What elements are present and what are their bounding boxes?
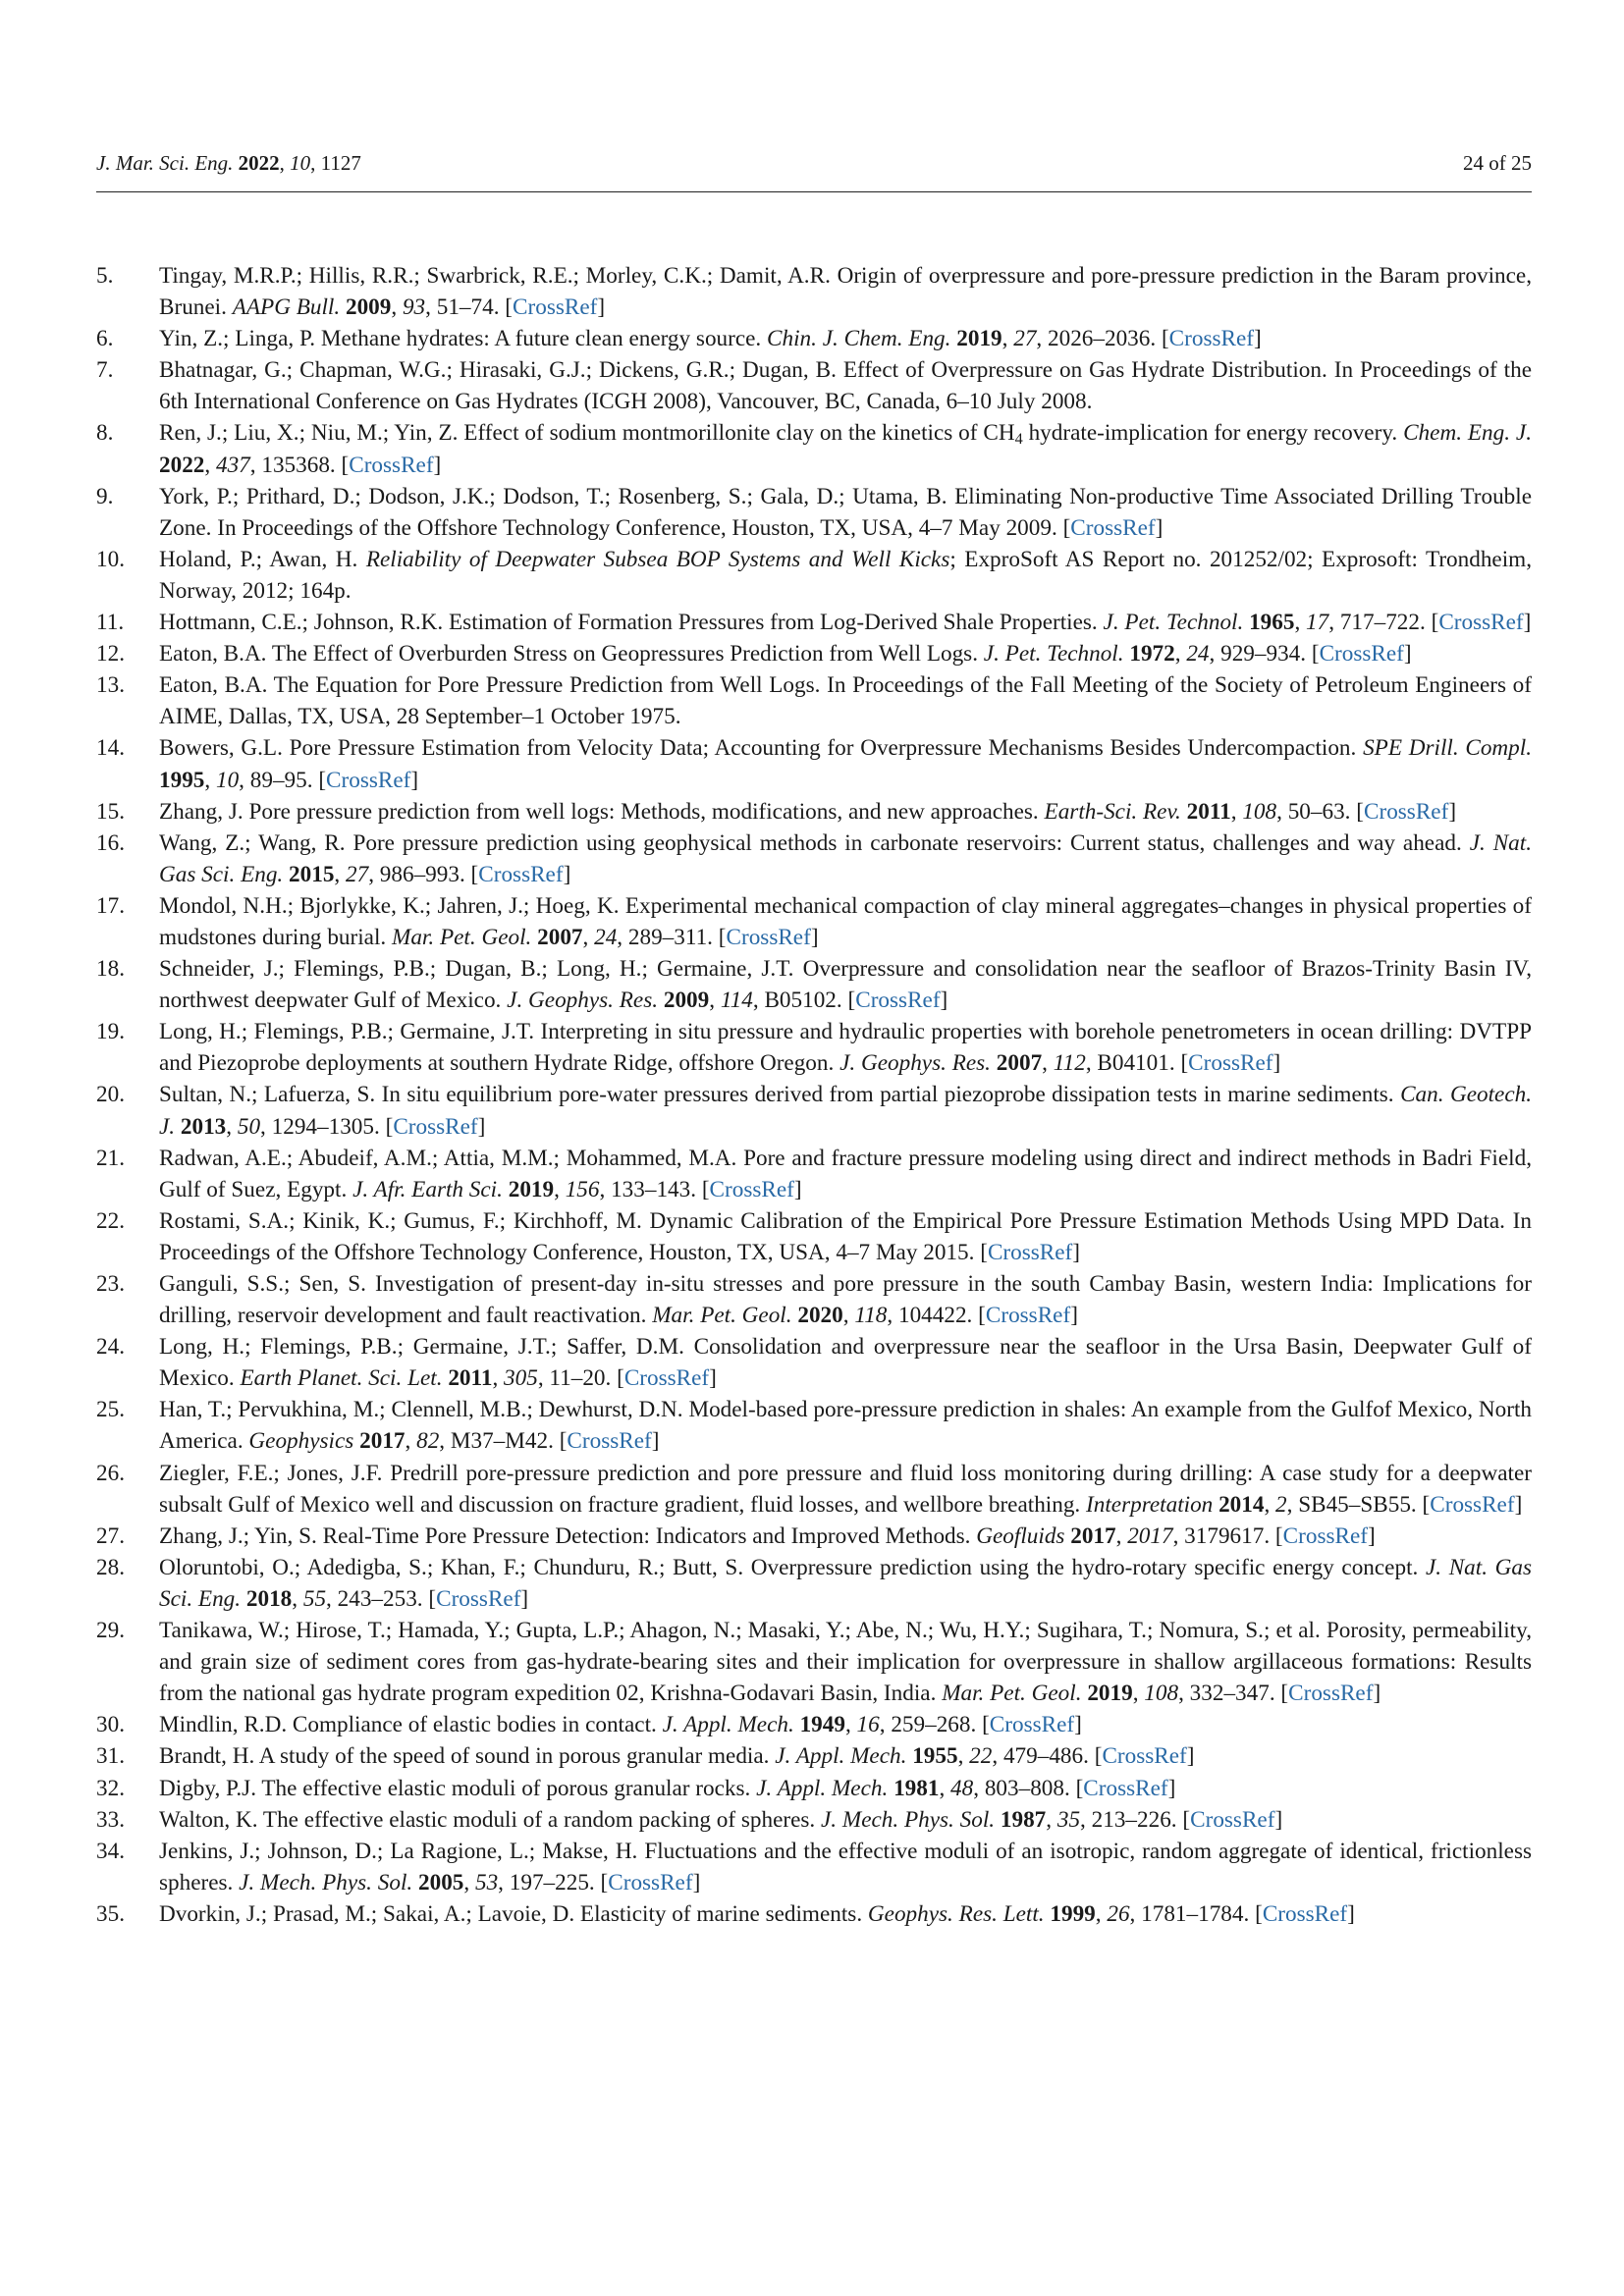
reference-item: 6. Yin, Z.; Linga, P. Methane hydrates: A future clean energy source. Chin. J. Chem. Eng. 2019, 27, 2026–2036. [CrossRef]: [96, 323, 1532, 354]
reference-year: 2019: [956, 326, 1002, 352]
reference-journal: J. Mech. Phys. Sol.: [821, 1806, 996, 1833]
reference-volume: 114: [720, 988, 753, 1014]
reference-volume: 24: [1186, 641, 1210, 667]
reference-number: 34.: [96, 1838, 125, 1864]
reference-pages: , 332–347.: [1178, 1681, 1275, 1707]
crossref-link[interactable]: CrossRef: [326, 767, 411, 793]
reference-item: [96, 544, 1532, 607]
reference-volume: 93: [402, 294, 426, 321]
reference-item: 11. Hottmann, C.E.; Johnson, R.K. Estimation of Formation Pressures from Log-Derived Shale Properties. J. Pet. Technol. 1965, 17, 717–722. [CrossRef]: [96, 607, 1532, 638]
reference-year: 2007: [996, 1050, 1043, 1077]
reference-item: 20. Sultan, N.; Lafuerza, S. In situ equilibrium pore-water pressures derived from partial piezoprobe dissipation tests in marine sediments. Can. Geotech. J. 2013, 50, 1294–1305. [CrossRef]: [96, 1079, 1532, 1142]
reference-item: [96, 354, 1532, 417]
reference-number: 23.: [96, 1271, 125, 1297]
reference-item: 30. Mindlin, R.D. Compliance of elastic bodies in contact. J. Appl. Mech. 1949, 16, 259–268. [CrossRef]: [96, 1709, 1532, 1740]
reference-text: Eaton, B.A. The Effect of Overburden Stress on Geopressures Prediction from Well Logs.: [159, 641, 978, 667]
reference-item: 12. Eaton, B.A. The Effect of Overburden Stress on Geopressures Prediction from Well Logs. J. Pet. Technol. 1972, 24, 929–934. [CrossRef]: [96, 638, 1532, 669]
reference-journal: Earth Planet. Sci. Let.: [240, 1365, 443, 1392]
reference-journal: J. Nat. Gas Sci. Eng.: [159, 1554, 1533, 1612]
reference-item: 32. Digby, P.J. The effective elastic moduli of porous granular rocks. J. Appl. Mech. 1981, 48, 803–808. [CrossRef]: [96, 1773, 1532, 1804]
reference-volume: 48: [950, 1775, 974, 1801]
reference-number: 13.: [96, 672, 125, 699]
reference-number: 10.: [96, 546, 125, 572]
reference-journal: SPE Drill. Compl.: [1363, 735, 1533, 762]
crossref-link[interactable]: CrossRef: [1262, 1900, 1348, 1927]
crossref-link[interactable]: CrossRef: [567, 1428, 652, 1455]
journal-volume: 10: [290, 151, 311, 175]
reference-item: 27. Zhang, J.; Yin, S. Real-Time Pore Pressure Detection: Indicators and Improved Methods. Geofluids 2017, 2017, 3179617. [CrossRef]: [96, 1521, 1532, 1552]
reference-text: Ziegler, F.E.; Jones, J.F. Predrill pore-pressure prediction and pore pressure and fluid loss monitoring during drilling: A case study for a deepwater subsalt Gulf of Mexico well and discussion on fracture gradient, fluid losses, and wellbore breathing.: [159, 1460, 1532, 1518]
reference-pages: ; ExproSoft AS Report no. 201252/02; Exprosoft: Trondheim, Norway, 2012; 164p.: [159, 546, 1533, 604]
crossref-link[interactable]: CrossRef: [1168, 326, 1254, 352]
reference-text: Ganguli, S.S.; Sen, S. Investigation of present-day in-situ stresses and pore pressure in the south Cambay Basin, western India: Implications for drilling, reservoir development and fault reactivation.: [159, 1271, 1532, 1329]
reference-number: 14.: [96, 735, 125, 762]
crossref-link[interactable]: CrossRef: [987, 1239, 1073, 1265]
reference-item: 33. Walton, K. The effective elastic moduli of a random packing of spheres. J. Mech. Phys. Sol. 1987, 35, 213–226. [CrossRef]: [96, 1804, 1532, 1836]
reference-year: 2017: [359, 1428, 406, 1455]
reference-year: 1995: [159, 767, 205, 793]
reference-journal: Earth-Sci. Rev.: [1044, 798, 1181, 825]
crossref-link[interactable]: CrossRef: [855, 988, 941, 1014]
reference-number: 7.: [96, 357, 114, 384]
reference-volume: 50: [237, 1113, 261, 1140]
reference-volume: 35: [1056, 1806, 1081, 1833]
reference-text: Mindlin, R.D. Compliance of elastic bodies in contact.: [159, 1712, 657, 1738]
reference-text: Eaton, B.A. The Equation for Pore Pressure Prediction from Well Logs. In Proceedings of the Fall Meeting of the Society of Petroleum Engineers of AIME, Dallas, TX, USA, 28 September–1 October 1975.: [159, 672, 1532, 730]
reference-text: Long, H.; Flemings, P.B.; Germaine, J.T.; Saffer, D.M. Consolidation and overpressure near the seafloor in the Ursa Basin, Deepwater Gulf of Mexico.: [159, 1334, 1532, 1392]
reference-text: Brandt, H. A study of the speed of sound in porous granular media.: [159, 1743, 770, 1770]
reference-subscript: 4: [1014, 430, 1023, 449]
journal-year: 2022: [238, 151, 280, 175]
reference-text: Tanikawa, W.; Hirose, T.; Hamada, Y.; Gupta, L.P.; Ahagon, N.; Masaki, Y.; Abe, N.; Wu, H.Y.; Sugihara, T.; Nomura, S.; et al. Porosity, permeability, and grain size of sediment cores from gas-hydrate-bearing sites and their implication for overpressure in shallow argillaceous formations: Results from the national gas hydrate program expedition 02, Krishna-Godavari Basin, India.: [159, 1618, 1532, 1707]
reference-pages: , 133–143.: [599, 1176, 697, 1202]
reference-volume: 437: [215, 452, 250, 478]
reference-text: Oloruntobi, O.; Adedigba, S.; Khan, F.; Chunduru, R.; Butt, S. Overpressure prediction using the hydro-rotary specific energy concept.: [159, 1554, 1419, 1580]
crossref-link[interactable]: CrossRef: [513, 294, 598, 321]
reference-journal: Interpretation: [1086, 1491, 1214, 1518]
crossref-link[interactable]: CrossRef: [1282, 1522, 1368, 1549]
reference-number: 25.: [96, 1397, 125, 1423]
reference-year: 2018: [245, 1585, 293, 1612]
reference-pages: , 986–993.: [368, 861, 465, 887]
reference-text: York, P.; Prithard, D.; Dodson, J.K.; Dodson, T.; Rosenberg, S.; Gala, D.; Utama, B. Eliminating Non-productive Time Associated Drilling Trouble Zone. In Proceedings of the Offshore Technology Conference, Houston, TX, USA, 4–7 May 2009.: [159, 483, 1532, 541]
reference-text: Jenkins, J.; Johnson, D.; La Ragione, L.; Makse, H. Fluctuations and the effective moduli of an isotropic, random aggregate of identical, frictionless spheres.: [159, 1838, 1532, 1896]
reference-book-title: Reliability of Deepwater Subsea BOP Systems and Well Kicks: [365, 546, 950, 572]
page-number: 24 of 25: [1463, 151, 1532, 175]
reference-text: Digby, P.J. The effective elastic moduli of porous granular rocks.: [159, 1775, 751, 1801]
reference-pages: , 243–253.: [326, 1585, 423, 1612]
reference-volume: 10: [215, 767, 240, 793]
reference-year: 1949: [799, 1712, 845, 1738]
reference-pages: , 11–20.: [537, 1365, 612, 1392]
reference-number: 21.: [96, 1145, 125, 1171]
reference-number: 9.: [96, 483, 114, 509]
reference-pages: , 50–63.: [1276, 798, 1351, 825]
article-number: 1127: [320, 151, 361, 175]
reference-year: 2011: [448, 1365, 493, 1392]
reference-journal: Mar. Pet. Geol.: [652, 1303, 792, 1329]
reference-journal: Geofluids: [976, 1522, 1065, 1549]
reference-volume: 2017: [1127, 1522, 1173, 1549]
reference-list: [96, 260, 1532, 1930]
reference-year: 1972: [1129, 641, 1175, 667]
reference-volume: 27: [346, 861, 369, 887]
reference-volume: 55: [302, 1585, 327, 1612]
journal-abbrev: J. Mar. Sci. Eng.: [96, 151, 234, 175]
reference-volume: 22: [969, 1743, 993, 1770]
reference-text: Zhang, J. Pore pressure prediction from well logs: Methods, modifications, and new approaches.: [159, 798, 1039, 825]
reference-text: Wang, Z.; Wang, R. Pore pressure prediction using geophysical methods in carbonate reservoirs: Current status, challenges and way ahead.: [159, 829, 1462, 856]
crossref-link[interactable]: CrossRef: [393, 1113, 478, 1140]
reference-text: Sultan, N.; Lafuerza, S. In situ equilibrium pore-water pressures derived from partial piezoprobe dissipation tests in marine sediments.: [159, 1082, 1394, 1108]
reference-number: 31.: [96, 1743, 125, 1770]
reference-journal: J. Afr. Earth Sci.: [352, 1176, 503, 1202]
reference-journal: J. Nat. Gas Sci. Eng.: [159, 829, 1532, 887]
reference-journal: Chin. J. Chem. Eng.: [767, 326, 951, 352]
reference-journal: J. Pet. Technol.: [1103, 610, 1244, 636]
reference-item: 24. Long, H.; Flemings, P.B.; Germaine, J.T.; Saffer, D.M. Consolidation and overpressure near the seafloor in the Ursa Basin, Deepwater Gulf of Mexico. Earth Planet. Sci. Let. 2011, 305, 11–20. [CrossRef]: [96, 1331, 1532, 1394]
crossref-link[interactable]: CrossRef: [726, 924, 811, 950]
reference-pages: , SB45–SB55.: [1286, 1491, 1417, 1518]
reference-pages: , 213–226.: [1080, 1806, 1177, 1833]
reference-pages: , 1781–1784.: [1129, 1900, 1250, 1927]
reference-item: 22. Rostami, S.A.; Kinik, K.; Gumus, F.; Kirchhoff, M. Dynamic Calibration of the Empirical Pore Pressure Estimation Methods Using MPD Data. In Proceedings of the Offshore Technology Conference, Houston, TX, USA, 4–7 May 2015. [CrossRef]: [96, 1205, 1532, 1268]
reference-number: 22.: [96, 1207, 125, 1234]
reference-item: 9. York, P.; Prithard, D.; Dodson, J.K.; Dodson, T.; Rosenberg, S.; Gala, D.; Utama, B. Eliminating Non-productive Time Associated Drilling Trouble Zone. In Proceedings of the Offshore Technology Conference, Houston, TX, USA, 4–7 May 2009. [CrossRef]: [96, 481, 1532, 544]
reference-pages: , B04101.: [1085, 1050, 1175, 1077]
crossref-link[interactable]: CrossRef: [1438, 610, 1524, 636]
reference-pages: , 803–808.: [973, 1775, 1070, 1801]
reference-text: Zhang, J.; Yin, S. Real-Time Pore Pressure Detection: Indicators and Improved Methods.: [159, 1522, 971, 1549]
reference-year: 2014: [1218, 1491, 1265, 1518]
reference-volume: 27: [1013, 326, 1037, 352]
reference-year: 2007: [537, 924, 583, 950]
reference-number: 30.: [96, 1712, 125, 1738]
reference-item: 15. Zhang, J. Pore pressure prediction from well logs: Methods, modifications, and new approaches. Earth-Sci. Rev. 2011, 108, 50–63. [CrossRef]: [96, 796, 1532, 828]
crossref-link[interactable]: CrossRef: [1070, 514, 1156, 541]
reference-item: [96, 669, 1532, 732]
reference-journal: Mar. Pet. Geol.: [392, 924, 532, 950]
reference-item: 8. Ren, J.; Liu, X.; Niu, M.; Yin, Z. Effect of sodium montmorillonite clay on the kinetics of $CH_4$ hydrate-implication for energy recovery. Chem. Eng. J. 2022, 437, 135368. [CrossRef]: [96, 417, 1532, 480]
reference-pages: , 3179617.: [1172, 1522, 1271, 1549]
reference-year: 2011: [1186, 798, 1231, 825]
reference-number: 6.: [96, 326, 114, 352]
reference-number: 32.: [96, 1775, 125, 1801]
reference-number: 33.: [96, 1806, 125, 1833]
crossref-link[interactable]: CrossRef: [1188, 1050, 1273, 1077]
reference-item: 35. Dvorkin, J.; Prasad, M.; Sakai, A.; Lavoie, D. Elasticity of marine sediments. Geophys. Res. Lett. 1999, 26, 1781–1784. [CrossRef]: [96, 1898, 1532, 1930]
reference-text: Bhatnagar, G.; Chapman, W.G.; Hirasaki, G.J.; Dickens, G.R.; Dugan, B. Effect of Overpressure on Gas Hydrate Distribution. In Proceedings of the 6th International Conference on Gas Hydrates (ICGH 2008), Vancouver, BC, Canada, 6–10 July 2008.: [159, 357, 1532, 415]
reference-volume: 108: [1242, 798, 1277, 825]
crossref-link[interactable]: CrossRef: [989, 1712, 1075, 1738]
reference-pages: , 197–225.: [498, 1869, 595, 1896]
journal-citation: J. Mar. Sci. Eng. 2022, 10, 1127: [96, 151, 361, 175]
reference-number: 20.: [96, 1082, 125, 1108]
reference-year: 2009: [663, 988, 710, 1014]
reference-number: 29.: [96, 1618, 125, 1644]
reference-volume: 112: [1053, 1050, 1086, 1077]
reference-year: 2019: [508, 1176, 555, 1202]
reference-year: 2015: [289, 861, 335, 887]
crossref-link[interactable]: CrossRef: [478, 861, 564, 887]
reference-pages: , 2026–2036.: [1036, 326, 1157, 352]
reference-text: Yin, Z.; Linga, P. Methane hydrates: A future clean energy source.: [159, 326, 762, 352]
reference-journal: Mar. Pet. Geol.: [942, 1681, 1082, 1707]
reference-year: 1987: [1000, 1806, 1047, 1833]
reference-journal: Can. Geotech. J.: [159, 1082, 1533, 1140]
reference-pages: , 717–722.: [1328, 610, 1426, 636]
reference-number: 17.: [96, 892, 125, 919]
reference-number: 26.: [96, 1460, 125, 1486]
reference-volume: 53: [474, 1869, 499, 1896]
reference-volume: 16: [856, 1712, 880, 1738]
reference-text: Han, T.; Pervukhina, M.; Clennell, M.B.; Dewhurst, D.N. Model-based pore-pressure prediction in shales: An example from the Gulfof Mexico, North America.: [159, 1397, 1532, 1455]
reference-item: 26. Ziegler, F.E.; Jones, J.F. Predrill pore-pressure prediction and pore pressure and fluid loss monitoring during drilling: A case study for a deepwater subsalt Gulf of Mexico well and discussion on fracture gradient, fluid losses, and wellbore breathing. Interpretation 2014, 2, SB45–SB55. [CrossRef]: [96, 1458, 1532, 1521]
reference-year: 2019: [1087, 1681, 1133, 1707]
reference-volume: 2: [1275, 1491, 1287, 1518]
reference-volume: 82: [416, 1428, 440, 1455]
reference-journal: J. Geophys. Res.: [839, 1050, 991, 1077]
reference-pages: , 89–95.: [239, 767, 313, 793]
reference-text: Hottmann, C.E.; Johnson, R.K. Estimation of Formation Pressures from Log-Derived Shale Properties.: [159, 610, 1098, 636]
reference-number: 11.: [96, 610, 125, 636]
reference-number: 16.: [96, 829, 125, 856]
reference-number: 18.: [96, 956, 125, 983]
reference-number: 28.: [96, 1554, 125, 1580]
reference-journal: Geophys. Res. Lett.: [867, 1900, 1045, 1927]
reference-text: Holand, P.; Awan, H.: [159, 546, 358, 572]
reference-pages: , 479–486.: [992, 1743, 1089, 1770]
reference-text: Rostami, S.A.; Kinik, K.; Gumus, F.; Kirchhoff, M. Dynamic Calibration of the Empirical Pore Pressure Estimation Methods Using MPD Data. In Proceedings of the Offshore Technology Conference, Houston, TX, USA, 4–7 May 2015.: [159, 1207, 1532, 1265]
reference-volume: 156: [565, 1176, 600, 1202]
crossref-link[interactable]: CrossRef: [608, 1869, 693, 1896]
crossref-link[interactable]: CrossRef: [436, 1585, 521, 1612]
reference-journal: J. Pet. Technol.: [983, 641, 1124, 667]
reference-journal: J. Appl. Mech.: [662, 1712, 794, 1738]
reference-year: 1965: [1249, 610, 1295, 636]
reference-text: Ren, J.; Liu, X.; Niu, M.; Yin, Z. Effect of sodium montmorillonite clay on the kinetics of CH: [159, 420, 1015, 447]
reference-volume: 26: [1107, 1900, 1130, 1927]
reference-item: 31. Brandt, H. A study of the speed of sound in porous granular media. J. Appl. Mech. 1955, 22, 479–486. [CrossRef]: [96, 1740, 1532, 1772]
crossref-link[interactable]: CrossRef: [1430, 1491, 1515, 1518]
reference-pages: , B05102.: [752, 988, 842, 1014]
reference-text: Walton, K. The effective elastic moduli of a random packing of spheres.: [159, 1806, 816, 1833]
reference-journal: Chem. Eng. J.: [1403, 420, 1532, 447]
reference-text: Long, H.; Flemings, P.B.; Germaine, J.T. Interpreting in situ pressure and hydraulic properties with borehole penetrometers in ocean drilling: DVTPP and Piezoprobe deployments at southern Hydrate Ridge, offshore Oregon.: [159, 1019, 1532, 1077]
crossref-link[interactable]: CrossRef: [709, 1176, 794, 1202]
reference-volume: 17: [1306, 610, 1329, 636]
header-rule: [96, 191, 1532, 192]
reference-number: 15.: [96, 798, 125, 825]
reference-text: Mondol, N.H.; Bjorlykke, K.; Jahren, J.; Hoeg, K. Experimental mechanical compaction of clay mineral aggregates–changes in physical properties of mudstones during burial.: [159, 892, 1532, 950]
reference-year: 1999: [1050, 1900, 1096, 1927]
crossref-link[interactable]: CrossRef: [1083, 1775, 1168, 1801]
reference-journal: J. Geophys. Res.: [507, 988, 659, 1014]
reference-year: 2009: [345, 294, 392, 321]
reference-pages: , M37–M42.: [439, 1428, 554, 1455]
reference-year: 2020: [797, 1303, 843, 1329]
reference-text: Schneider, J.; Flemings, P.B.; Dugan, B.; Long, H.; Germaine, J.T. Overpressure and consolidation near the seafloor of Brazos-Trinity Basin IV, northwest deepwater Gulf of Mexico.: [159, 956, 1532, 1014]
reference-number: 27.: [96, 1522, 125, 1549]
reference-year: 1955: [912, 1743, 958, 1770]
reference-item: 19. Long, H.; Flemings, P.B.; Germaine, J.T. Interpreting in situ pressure and hydraulic properties with borehole penetrometers in ocean drilling: DVTPP and Piezoprobe deployments at southern Hydrate Ridge, offshore Oregon. J. Geophys. Res. 2007, 112, B04101. [CrossRef]: [96, 1016, 1532, 1079]
reference-item: 14. Bowers, G.L. Pore Pressure Estimation from Velocity Data; Accounting for Overpressure Mechanisms Besides Undercompaction. SPE Drill. Compl. 1995, 10, 89–95. [CrossRef]: [96, 732, 1532, 795]
crossref-link[interactable]: CrossRef: [1364, 798, 1449, 825]
reference-journal: J. Appl. Mech.: [775, 1743, 907, 1770]
reference-text: Radwan, A.E.; Abudeif, A.M.; Attia, M.M.; Mohammed, M.A. Pore and fracture pressure modeling using direct and indirect methods in Badri Field, Gulf of Suez, Egypt.: [159, 1145, 1532, 1202]
reference-journal: Geophysics: [248, 1428, 354, 1455]
crossref-link[interactable]: CrossRef: [1190, 1806, 1275, 1833]
reference-number: 5.: [96, 263, 114, 289]
crossref-link[interactable]: CrossRef: [623, 1365, 710, 1392]
reference-year: 2022: [159, 452, 205, 478]
reference-number: 24.: [96, 1334, 125, 1361]
reference-item: 17. Mondol, N.H.; Bjorlykke, K.; Jahren, J.; Hoeg, K. Experimental mechanical compaction of clay mineral aggregates–changes in physical properties of mudstones during burial. Mar. Pet. Geol. 2007, 24, 289–311. [CrossRef]: [96, 890, 1532, 953]
reference-item: 28. Oloruntobi, O.; Adedigba, S.; Khan, F.; Chunduru, R.; Butt, S. Overpressure prediction using the hydro-rotary specific energy concept. J. Nat. Gas Sci. Eng. 2018, 55, 243–253. [CrossRef]: [96, 1552, 1532, 1615]
reference-item: 5. Tingay, M.R.P.; Hillis, R.R.; Swarbrick, R.E.; Morley, C.K.; Damit, A.R. Origin of overpressure and pore-pressure prediction in the Baram province, Brunei. AAPG Bull. 2009, 93, 51–74. [CrossRef]: [96, 260, 1532, 323]
reference-journal: AAPG Bull.: [232, 294, 341, 321]
reference-number: 19.: [96, 1019, 125, 1045]
reference-text: Bowers, G.L. Pore Pressure Estimation from Velocity Data; Accounting for Overpressure Mechanisms Besides Undercompaction.: [159, 735, 1357, 762]
reference-item: 25. Han, T.; Pervukhina, M.; Clennell, M.B.; Dewhurst, D.N. Model-based pore-pressure prediction in shales: An example from the Gulfof Mexico, North America. Geophysics 2017, 82, M37–M42. [CrossRef]: [96, 1394, 1532, 1457]
crossref-link[interactable]: CrossRef: [1319, 641, 1404, 667]
reference-pages: , 51–74.: [425, 294, 500, 321]
reference-item: 34. Jenkins, J.; Johnson, D.; La Ragione, L.; Makse, H. Fluctuations and the effective moduli of an isotropic, random aggregate of identical, frictionless spheres. J. Mech. Phys. Sol. 2005, 53, 197–225. [CrossRef]: [96, 1836, 1532, 1898]
crossref-link[interactable]: CrossRef: [1102, 1743, 1187, 1770]
reference-item: 18. Schneider, J.; Flemings, P.B.; Dugan, B.; Long, H.; Germaine, J.T. Overpressure and consolidation near the seafloor of Brazos-Trinity Basin IV, northwest deepwater Gulf of Mexico. J. Geophys. Res. 2009, 114, B05102. [CrossRef]: [96, 953, 1532, 1016]
reference-pages: , 104422.: [887, 1303, 973, 1329]
reference-volume: 118: [854, 1303, 888, 1329]
reference-journal: J. Appl. Mech.: [756, 1775, 889, 1801]
reference-text: Dvorkin, J.; Prasad, M.; Sakai, A.; Lavoie, D. Elasticity of marine sediments.: [159, 1900, 863, 1927]
reference-pages: , 1294–1305.: [260, 1113, 380, 1140]
reference-pages: , 135368.: [249, 452, 336, 478]
reference-volume: 108: [1144, 1681, 1179, 1707]
reference-number: 12.: [96, 641, 125, 667]
reference-number: 8.: [96, 420, 114, 447]
reference-journal: J. Mech. Phys. Sol.: [239, 1869, 413, 1896]
reference-item: 23. Ganguli, S.S.; Sen, S. Investigation of present-day in-situ stresses and pore pressure in the south Cambay Basin, western India: Implications for drilling, reservoir development and fault reactivation. Mar. Pet. Geol. 2020, 118, 104422. [CrossRef]: [96, 1268, 1532, 1331]
reference-year: 2013: [180, 1113, 227, 1140]
reference-year: 1981: [893, 1775, 940, 1801]
reference-item: 29. Tanikawa, W.; Hirose, T.; Hamada, Y.; Gupta, L.P.; Ahagon, N.; Masaki, Y.; Abe, N.; Wu, H.Y.; Sugihara, T.; Nomura, S.; et al. Porosity, permeability, and grain size of sediment cores from gas-hydrate-bearing sites and their implication for overpressure in shallow argillaceous formations: Results from the national gas hydrate program expedition 02, Krishna-Godavari Basin, India. Mar. Pet. Geol. 2019, 108, 332–347. [CrossRef]: [96, 1615, 1532, 1709]
reference-pages: , 259–268.: [879, 1712, 977, 1738]
reference-item: 21. Radwan, A.E.; Abudeif, A.M.; Attia, M.M.; Mohammed, M.A. Pore and fracture pressure modeling using direct and indirect methods in Badri Field, Gulf of Suez, Egypt. J. Afr. Earth Sci. 2019, 156, 133–143. [CrossRef]: [96, 1143, 1532, 1205]
crossref-link[interactable]: CrossRef: [985, 1303, 1071, 1329]
reference-year: 2017: [1070, 1522, 1116, 1549]
reference-item: 16. Wang, Z.; Wang, R. Pore pressure prediction using geophysical methods in carbonate reservoirs: Current status, challenges and way ahead. J. Nat. Gas Sci. Eng. 2015, 27, 986–993. [CrossRef]: [96, 828, 1532, 890]
crossref-link[interactable]: CrossRef: [349, 452, 434, 478]
reference-text-cont: hydrate-implication for energy recovery.: [1022, 420, 1398, 447]
crossref-link[interactable]: CrossRef: [1288, 1681, 1374, 1707]
reference-year: 2005: [418, 1869, 464, 1896]
reference-volume: 24: [594, 924, 618, 950]
reference-pages: , 929–934.: [1209, 641, 1307, 667]
reference-pages: , 289–311.: [617, 924, 713, 950]
page-header: [96, 149, 1532, 177]
reference-text: Tingay, M.R.P.; Hillis, R.R.; Swarbrick, R.E.; Morley, C.K.; Damit, A.R. Origin of overpressure and pore-pressure prediction in the Baram province, Brunei.: [159, 263, 1532, 321]
reference-number: 35.: [96, 1900, 125, 1927]
reference-volume: 305: [504, 1365, 538, 1392]
